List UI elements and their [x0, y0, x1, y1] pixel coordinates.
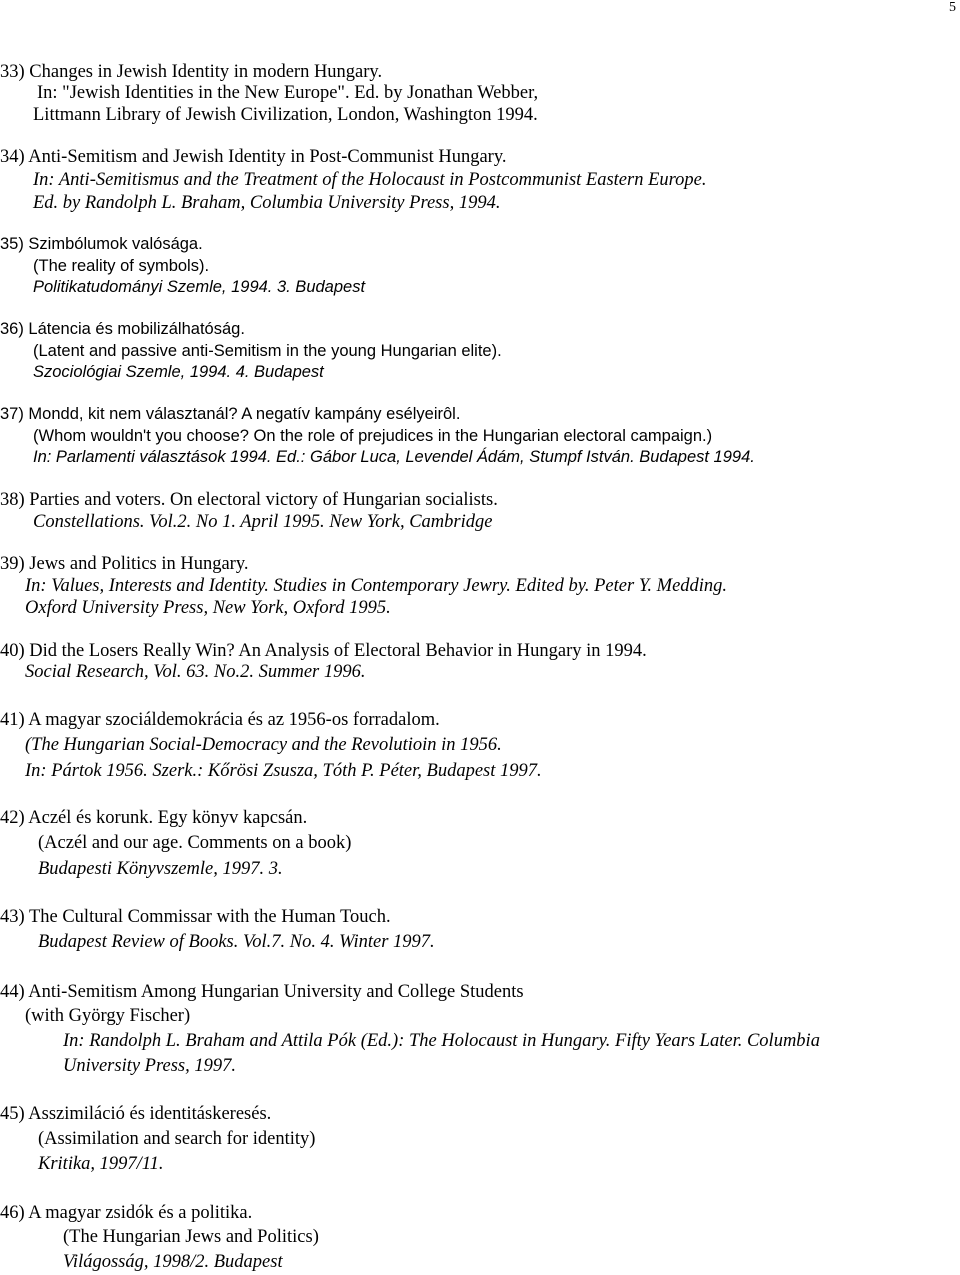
entry-45-translation: (Assimilation and search for identity): [38, 1129, 316, 1149]
entry-42-title: 42) Aczél és korunk. Egy könyv kapcsán.: [0, 808, 308, 828]
page-number: 5: [949, 0, 956, 15]
entry-38-title: 38) Parties and voters. On electoral victory of Hungarian socialists.: [0, 490, 498, 510]
entry-46-source: Világosság, 1998/2. Budapest: [63, 1252, 283, 1272]
entry-40-title: 40) Did the Losers Really Win? An Analysis of Electoral Behavior in Hungary in 1994.: [0, 641, 647, 661]
entry-33-publisher: Littmann Library of Jewish Civilization, London, Washington 1994.: [33, 105, 538, 125]
entry-46-title: 46) A magyar zsidók és a politika.: [0, 1203, 253, 1223]
entry-33-title: 33) Changes in Jewish Identity in modern Hungary.: [0, 62, 383, 82]
entry-34-publisher: Ed. by Randolph L. Braham, Columbia University Press, 1994.: [33, 193, 501, 213]
entry-44-source: In: Randolph L. Braham and Attila Pók (Ed.): The Holocaust in Hungary. Fifty Years Later. Columbia: [63, 1031, 820, 1051]
entry-44-publisher: University Press, 1997.: [63, 1056, 236, 1076]
entry-36-source: Szociológiai Szemle, 1994. 4. Budapest: [33, 363, 324, 381]
entry-39-title: 39) Jews and Politics in Hungary.: [0, 554, 249, 574]
entry-37-translation: (Whom wouldn't you choose? On the role of prejudices in the Hungarian electoral campaign.): [33, 427, 713, 445]
entry-34-source: In: Anti-Semitismus and the Treatment of the Holocaust in Postcommunist Eastern Europe.: [33, 170, 707, 190]
entry-44-coauthor: (with György Fischer): [25, 1006, 191, 1026]
entry-42-source: Budapesti Könyvszemle, 1997. 3.: [38, 859, 283, 879]
entry-36-title: 36) Látencia és mobilizálhatóság.: [0, 320, 245, 338]
entry-44-title: 44) Anti-Semitism Among Hungarian University and College Students: [0, 982, 524, 1002]
entry-45-title: 45) Asszimiláció és identitáskeresés.: [0, 1104, 272, 1124]
entry-40-source: Social Research, Vol. 63. No.2. Summer 1996.: [25, 662, 366, 682]
entry-35-translation: (The reality of symbols).: [33, 257, 210, 275]
entry-46-translation: (The Hungarian Jews and Politics): [63, 1227, 319, 1247]
entry-34-title: 34) Anti-Semitism and Jewish Identity in Post-Communist Hungary.: [0, 147, 507, 167]
entry-43-source: Budapest Review of Books. Vol.7. No. 4. Winter 1997.: [38, 932, 435, 952]
entry-35-title: 35) Szimbólumok valósága.: [0, 235, 203, 253]
entry-41-translation: (The Hungarian Social-Democracy and the Revolutioin in 1956.: [25, 735, 502, 755]
entry-37-source: In: Parlamenti választások 1994. Ed.: Gábor Luca, Levendel Ádám, Stumpf István. Budapest 1994.: [33, 448, 755, 466]
entry-41-title: 41) A magyar szociáldemokrácia és az 1956-os forradalom.: [0, 710, 440, 730]
entry-42-translation: (Aczél and our age. Comments on a book): [38, 833, 352, 853]
entry-36-translation: (Latent and passive anti-Semitism in the young Hungarian elite).: [33, 342, 502, 360]
entry-45-source: Kritika, 1997/11.: [38, 1154, 164, 1174]
entry-38-source: Constellations. Vol.2. No 1. April 1995. New York, Cambridge: [33, 512, 493, 532]
entry-41-source: In: Pártok 1956. Szerk.: Kőrösi Zsusza, Tóth P. Péter, Budapest 1997.: [25, 761, 542, 781]
entry-39-publisher: Oxford University Press, New York, Oxford 1995.: [25, 598, 391, 618]
entry-43-title: 43) The Cultural Commissar with the Human Touch.: [0, 907, 391, 927]
entry-37-title: 37) Mondd, kit nem választanál? A negatív kampány esélyeirôl.: [0, 405, 461, 423]
entry-35-source: Politikatudományi Szemle, 1994. 3. Budapest: [33, 278, 366, 296]
entry-33-source: In: "Jewish Identities in the New Europe". Ed. by Jonathan Webber,: [37, 83, 539, 103]
entry-39-source: In: Values, Interests and Identity. Studies in Contemporary Jewry. Edited by. Peter Y. Medding.: [25, 576, 728, 596]
